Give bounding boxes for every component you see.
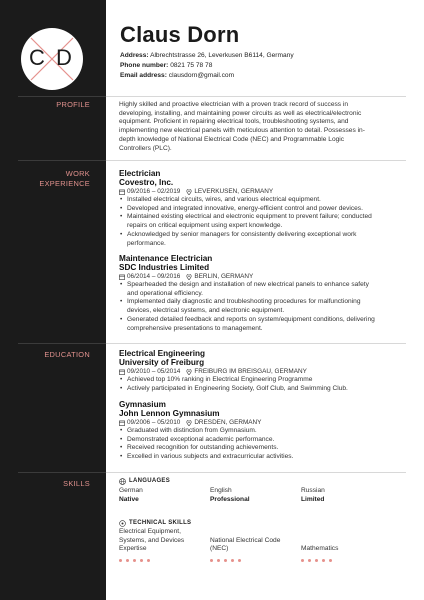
technical-skills-heading — [119, 519, 191, 528]
skill-line: National Electrical Code — [210, 536, 281, 544]
list-item — [119, 205, 405, 214]
sidebar-divider — [18, 160, 106, 161]
gear-icon — [119, 520, 126, 527]
calendar-icon — [119, 369, 125, 375]
main-divider — [106, 160, 406, 161]
rating-dot — [322, 559, 325, 562]
bullet-line: • Developed and integrated innovative, energy-efficient control and power devices. — [127, 204, 363, 212]
rating-dot — [147, 559, 150, 562]
address-line — [120, 51, 294, 61]
bullet-line: • Maintained existing electrical and electronic equipment to prevent failure; conducted — [127, 213, 372, 221]
list-item: • Demonstrated exceptional academic performance. — [119, 436, 405, 445]
languages-heading-text: LANGUAGES — [129, 478, 171, 484]
rating-dot — [231, 559, 234, 562]
skill-rating-dots — [119, 559, 150, 562]
contact-info — [120, 51, 294, 81]
list-item — [119, 298, 405, 315]
bullet-line: • Installed electrical circuits, wires, and various electrical equipment. — [127, 196, 321, 203]
rating-dot — [238, 559, 241, 562]
education-location: DRESDEN, GERMANY — [194, 419, 262, 426]
bullet-line: devices, electrical systems, and electronic equipment. — [127, 307, 285, 315]
skill-line: Expertise — [119, 545, 147, 553]
job-dates: 06/2014 – 09/2016 — [127, 273, 181, 280]
rating-dot — [119, 559, 122, 562]
technical-skill-item — [210, 528, 280, 554]
avatar-initial-last: D — [56, 45, 72, 70]
language-level: Native — [119, 495, 139, 503]
language-name: German — [119, 487, 143, 494]
rating-dot — [224, 559, 227, 562]
bullet-line: • Acknowledged by senior managers for consistently delivering exceptional work — [127, 230, 357, 238]
languages-heading — [119, 477, 170, 486]
bullet-line: • Generated detailed feedback and reports on system/equipment conditions, delivering — [127, 315, 375, 323]
education-bullets — [119, 427, 405, 462]
skill-line: Electrical Equipment, — [119, 528, 181, 535]
job-title: Maintenance Electrician — [119, 254, 213, 263]
skill-line: Systems, and Devices — [119, 536, 185, 544]
job-bullets — [119, 196, 405, 248]
skill-line — [210, 528, 280, 537]
list-item — [119, 196, 405, 205]
skill-line — [301, 537, 338, 546]
email-value[interactable]: clausdorn@gmail.com — [168, 72, 235, 79]
rating-dot — [133, 559, 136, 562]
avatar — [21, 28, 83, 90]
section-label-work-1: WORK — [65, 169, 90, 178]
rating-dot — [315, 559, 318, 562]
job-meta — [119, 272, 253, 281]
email-label: Email address: — [120, 72, 167, 79]
list-item: • Achieved top 10% ranking in Electrical Engineering Programme — [119, 376, 405, 385]
technical-skill-item — [119, 528, 184, 554]
sidebar-divider — [18, 472, 106, 473]
language-item — [301, 487, 325, 504]
calendar-icon — [119, 274, 125, 280]
school-name: University of Freiburg — [119, 358, 205, 367]
language-item — [119, 487, 143, 504]
avatar-initial-first: C — [29, 45, 45, 70]
education-bullets — [119, 376, 405, 393]
profile-summary — [119, 101, 409, 153]
education-dates: 09/2006 – 05/2010 — [127, 419, 181, 426]
list-item — [119, 281, 405, 298]
language-name: Russian — [301, 487, 325, 494]
technical-skill-item — [301, 528, 338, 554]
phone-label: Phone number: — [120, 62, 169, 69]
bullet-line: performance. — [127, 239, 166, 247]
phone-line — [120, 61, 294, 71]
list-item — [119, 316, 405, 333]
rating-dot — [329, 559, 332, 562]
section-label-work-2: EXPERIENCE — [39, 179, 90, 188]
skill-line — [301, 528, 338, 537]
sidebar — [0, 0, 106, 600]
profile-line: implementing new electrical panels with meticulous attention to detail. Possesses in- — [119, 127, 365, 135]
list-item: • Excelled in various subjects and extracurricular activities. — [119, 453, 405, 462]
language-level: Professional — [210, 495, 250, 503]
technical-skills-heading-text: TECHNICAL SKILLS — [129, 520, 192, 526]
rating-dot — [217, 559, 220, 562]
main-divider — [106, 343, 406, 344]
profile-line: Controllers (PLC). — [119, 144, 172, 152]
skill-rating-dots — [210, 559, 241, 562]
rating-dot — [126, 559, 129, 562]
section-label-profile: PROFILE — [56, 100, 90, 109]
education-meta — [119, 367, 307, 376]
degree-title: Gymnasium — [119, 400, 166, 409]
skill-line: Mathematics — [301, 545, 339, 553]
location-pin-icon — [186, 189, 192, 195]
job-title: Electrician — [119, 169, 161, 178]
job-location: BERLIN, GERMANY — [194, 273, 254, 280]
main-divider — [106, 472, 406, 473]
job-bullets — [119, 281, 405, 333]
language-level: Limited — [301, 495, 325, 503]
sidebar-divider — [18, 96, 106, 97]
bullet-line: comprehensive presentations to management. — [127, 324, 263, 332]
bullet-line: repairs on critical equipment using expert knowledge. — [127, 222, 283, 230]
location-pin-icon — [186, 369, 192, 375]
address-label: Address: — [120, 52, 149, 59]
candidate-name: Claus Dorn — [120, 22, 240, 47]
location-pin-icon — [186, 274, 192, 280]
section-label-skills: SKILLS — [63, 479, 90, 488]
sidebar-divider — [18, 343, 106, 344]
language-name: English — [210, 487, 232, 494]
profile-line: depth knowledge of National Electrical Code (NEC) and Programmable Logic — [119, 135, 345, 143]
school-name: John Lennon Gymnasium — [119, 409, 220, 418]
degree-title: Electrical Engineering — [119, 349, 205, 358]
education-dates: 09/2010 – 05/2014 — [127, 368, 181, 375]
list-item: • Graduated with distinction from Gymnasium. — [119, 427, 405, 436]
job-location: LEVERKUSEN, GERMANY — [194, 188, 274, 195]
education-location: FREIBURG IM BREISGAU, GERMANY — [194, 368, 307, 375]
calendar-icon — [119, 189, 125, 195]
globe-icon — [119, 478, 126, 485]
list-item — [119, 231, 405, 248]
email-line — [120, 71, 294, 81]
location-pin-icon — [186, 420, 192, 426]
language-item — [210, 487, 250, 504]
skill-rating-dots — [301, 559, 332, 562]
bullet-line: • Implemented daily diagnostic and troubleshooting procedures for malfunctioning — [127, 298, 361, 306]
job-dates: 09/2016 – 02/2019 — [127, 188, 181, 195]
calendar-icon — [119, 420, 125, 426]
company-name: Covestro, Inc. — [119, 178, 174, 187]
skill-line: (NEC) — [210, 545, 229, 553]
profile-line: equipment. Proficient in repairing electrical tools, troubleshooting systems, and — [119, 118, 349, 126]
main-divider — [106, 96, 406, 97]
profile-line: Highly skilled and proactive electrician with a proven track record of success in — [119, 101, 349, 108]
section-label-education: EDUCATION — [44, 350, 90, 359]
company-name: SDC Industries Limited — [119, 263, 210, 272]
list-item — [119, 213, 405, 230]
list-item: • Received recognition for outstanding achievements. — [119, 444, 405, 453]
address-value: Albrechtstrasse 26, Leverkusen B6114, Germany — [150, 52, 294, 59]
list-item: • Actively participated in Engineering Society, Golf Club, and Swimming Club. — [119, 385, 405, 394]
phone-value: 0821 75 78 78 — [170, 62, 213, 69]
rating-dot — [140, 559, 143, 562]
rating-dot — [301, 559, 304, 562]
rating-dot — [308, 559, 311, 562]
bullet-line: • Spearheaded the design and installation of new electrical panels to enhance safety — [127, 281, 369, 288]
job-meta — [119, 187, 273, 196]
education-meta — [119, 418, 261, 427]
rating-dot — [210, 559, 213, 562]
bullet-line: and operational efficiency. — [127, 289, 204, 297]
profile-line: developing, installing, and maintaining power circuits as well as electrical/electronic — [119, 109, 362, 117]
